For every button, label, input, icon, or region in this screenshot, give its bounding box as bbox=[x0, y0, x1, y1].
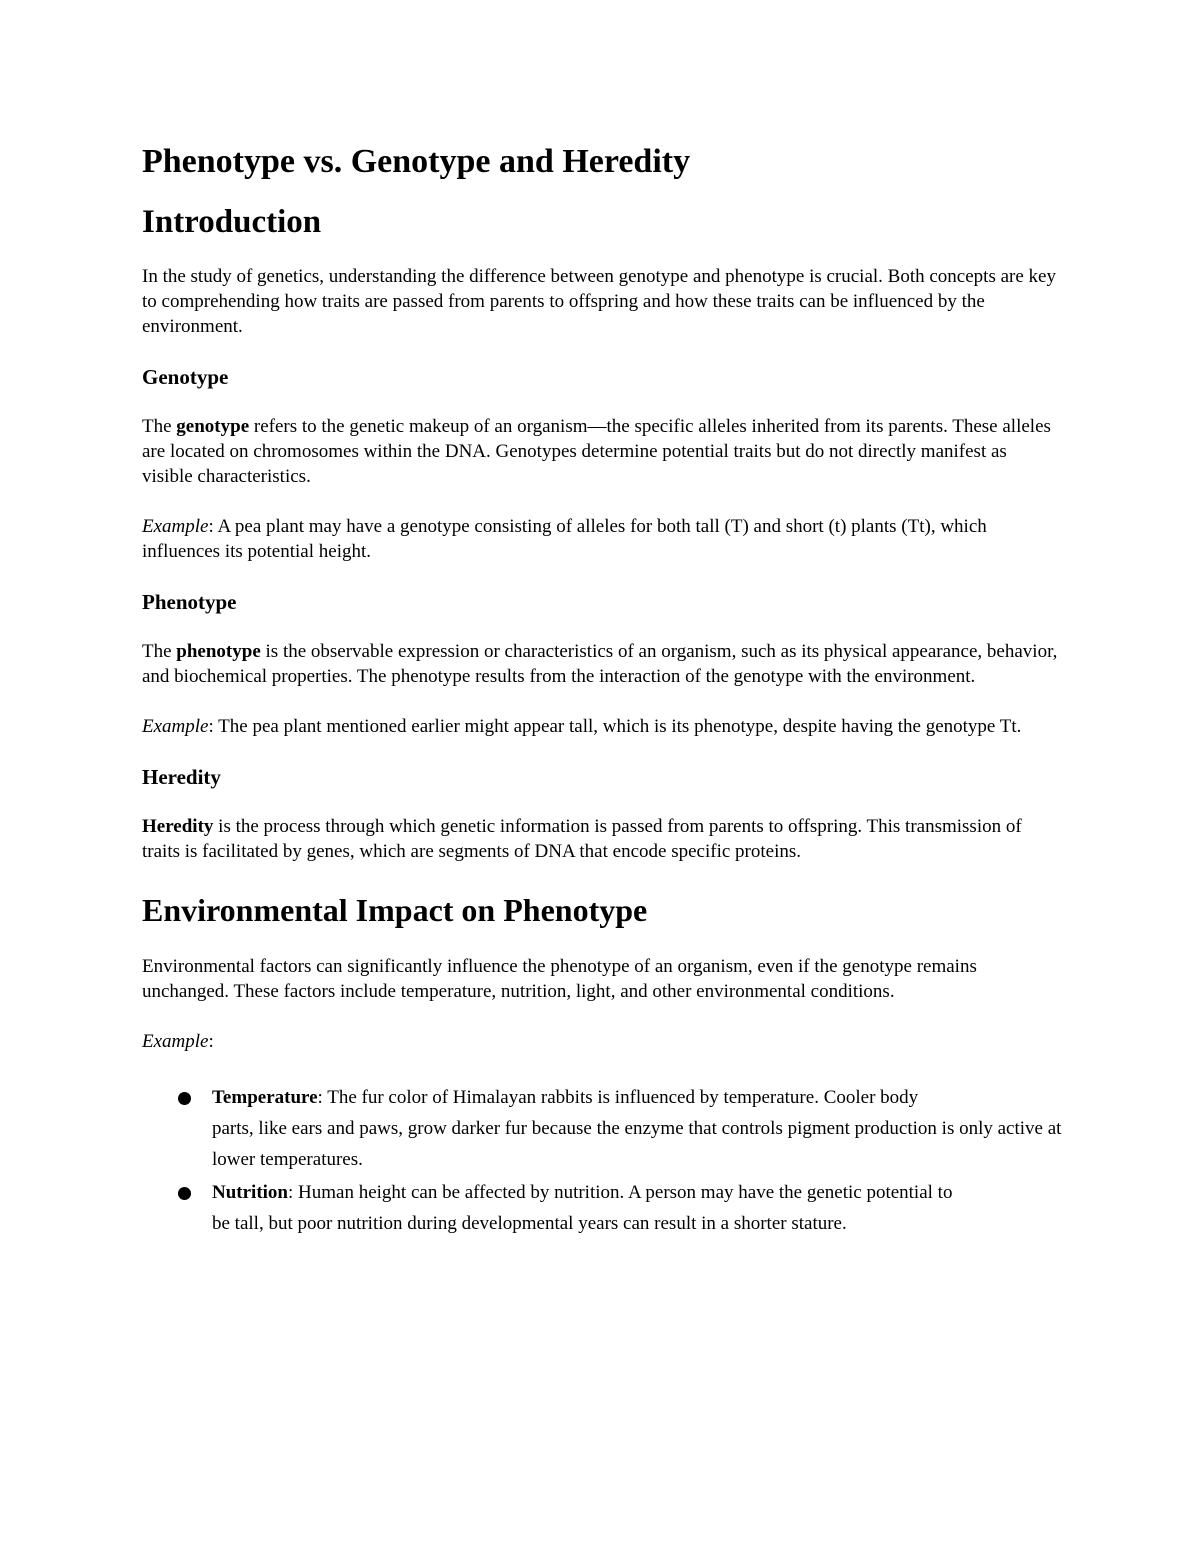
bullet-text-rest: be tall, but poor nutrition during developmental years can result in a shorter stature. bbox=[212, 1213, 847, 1234]
phenotype-text-post: is the observable expression or characteristics of an organism, such as its physical appearance, behavior, and biochemical properties. The phenotype results from the interaction of the genotype with the environment. bbox=[142, 641, 1058, 687]
environment-example-colon: : bbox=[208, 1031, 214, 1052]
heading-environmental-impact: Environmental Impact on Phenotype bbox=[142, 892, 648, 928]
phenotype-term: phenotype bbox=[176, 641, 261, 662]
genotype-text-pre: The bbox=[142, 416, 177, 437]
phenotype-example-text: : The pea plant mentioned earlier might appear tall, which is its phenotype, despite having the genotype Tt. bbox=[208, 716, 1022, 737]
heading-heredity: Heredity bbox=[142, 765, 221, 789]
intro-paragraph: In the study of genetics, understanding the difference between genotype and phenotype is crucial. Both concepts are key to comprehending how traits are passed from parents to offspring and how these traits can be influenced by the environment. bbox=[142, 266, 1056, 337]
genotype-term: genotype bbox=[176, 416, 250, 437]
heredity-term: Heredity bbox=[142, 816, 214, 837]
bullet-label: Temperature bbox=[212, 1087, 318, 1108]
genotype-example bbox=[142, 514, 1062, 564]
phenotype-paragraph bbox=[142, 639, 1062, 689]
bullet-label: Nutrition bbox=[212, 1182, 288, 1203]
genotype-paragraph bbox=[142, 414, 1062, 489]
genotype-text-post: refers to the genetic makeup of an organism—the specific alleles inherited from its parents. These alleles are located on chromosomes within the DNA. Genotypes determine potential traits but do not directly manifest as visible characteristics. bbox=[142, 416, 1051, 487]
heading-introduction: Introduction bbox=[142, 204, 322, 240]
environment-paragraph: Environmental factors can significantly influence the phenotype of an organism, even if the genotype remains unchanged. These factors include temperature, nutrition, light, and other environmental conditions. bbox=[142, 956, 977, 1002]
bullet-dot-icon bbox=[178, 1092, 191, 1105]
heredity-text-post: is the process through which genetic information is passed from parents to offspring. This transmission of traits is facilitated by genes, which are segments of DNA that encode specific proteins. bbox=[142, 816, 1022, 862]
environment-example bbox=[142, 1029, 1062, 1054]
genotype-example-text: : A pea plant may have a genotype consisting of alleles for both tall (T) and short (t) plants (Tt), which influences its potential height. bbox=[142, 516, 987, 562]
document-title: Phenotype vs. Genotype and Heredity bbox=[142, 143, 691, 180]
list-item bbox=[142, 1082, 1062, 1175]
phenotype-example bbox=[142, 714, 1062, 739]
phenotype-text-pre: The bbox=[142, 641, 177, 662]
bullet-text-line1: : The fur color of Himalayan rabbits is influenced by temperature. Cooler body bbox=[317, 1087, 919, 1108]
document-page bbox=[142, 142, 1062, 1241]
heading-genotype: Genotype bbox=[142, 365, 229, 389]
heredity-paragraph bbox=[142, 814, 1062, 864]
environment-bullet-list bbox=[142, 1082, 1062, 1239]
bullet-dot-icon bbox=[178, 1187, 191, 1200]
bullet-text-line1: : Human height can be affected by nutrition. A person may have the genetic potential to bbox=[288, 1182, 953, 1203]
heading-phenotype: Phenotype bbox=[142, 590, 237, 614]
bullet-text-rest: parts, like ears and paws, grow darker fur because the enzyme that controls pigment production is only active at lower temperatures. bbox=[212, 1118, 1062, 1170]
list-item bbox=[142, 1177, 1062, 1239]
genotype-example-label: Example bbox=[142, 516, 209, 537]
phenotype-example-label: Example bbox=[142, 716, 209, 737]
environment-example-label: Example bbox=[142, 1031, 209, 1052]
